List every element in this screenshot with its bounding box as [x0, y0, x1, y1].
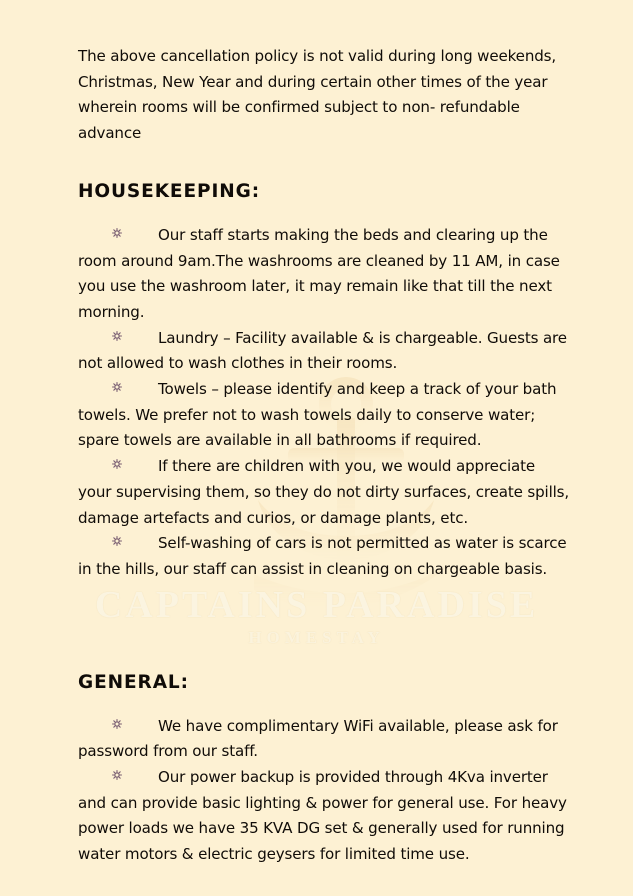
list-item [78, 531, 570, 582]
list-item-text: Towels – please identify and keep a track of your bath towels. We prefer not to wash towels daily to conserve water; spare towels are available in all bathrooms if required. [78, 380, 557, 450]
list-item-text: Laundry – Facility available & is chargeable. Guests are not allowed to wash clothes in their rooms. [78, 328, 567, 373]
list-item [78, 765, 570, 868]
general-list [78, 714, 570, 868]
housekeeping-heading: HOUSEKEEPING: [78, 180, 261, 202]
spacer [78, 204, 570, 223]
spacer [78, 583, 570, 671]
list-item-text: Self-washing of cars is not permitted as water is scarce in the hills, our staff can assist in cleaning on chargeable basis. [78, 534, 567, 578]
general-heading: GENERAL: [78, 671, 189, 693]
watermark-brand-title: CAPTAINS PARADISE [94, 584, 539, 626]
floral-ornament-bullet-icon [111, 227, 124, 240]
floral-ornament-bullet-icon [111, 458, 124, 471]
list-item-text: We have complimentary WiFi available, please ask for password from our staff. [78, 716, 558, 761]
list-item-text: If there are children with you, we would appreciate your supervising them, so they do not dirty surfaces, create spills, damage artefacts and curios, or damage plants, etc. [78, 457, 570, 527]
spacer [78, 695, 570, 714]
list-item-text: Our power backup is provided through 4Kva inverter and can provide basic lighting & power for general use. For heavy power loads we have 35 KVA DG set & generally used for running water motors & electric geysers for limited time use. [78, 768, 567, 864]
list-item [78, 714, 570, 765]
watermark-brand-subtitle: HOMESTAY [248, 627, 385, 647]
spacer [78, 147, 570, 180]
floral-ornament-bullet-icon [111, 769, 124, 782]
list-item [78, 454, 570, 531]
floral-ornament-bullet-icon [111, 330, 124, 343]
list-item [78, 326, 570, 377]
list-item [78, 377, 570, 454]
intro-paragraph: The above cancellation policy is not valid during long weekends, Christmas, New Year and during certain other times of the year wherein rooms will be confirmed subject to non- refundable advance [78, 47, 557, 143]
list-item [78, 223, 570, 326]
housekeeping-list [78, 223, 570, 583]
floral-ornament-bullet-icon [111, 718, 124, 731]
floral-ornament-bullet-icon [111, 381, 124, 394]
list-item-text: Our staff starts making the beds and clearing up the room around 9am.The washrooms are cleaned by 11 AM, in case you use the washroom later, it may remain like that till the next morning. [78, 225, 560, 321]
floral-ornament-bullet-icon [111, 535, 124, 548]
